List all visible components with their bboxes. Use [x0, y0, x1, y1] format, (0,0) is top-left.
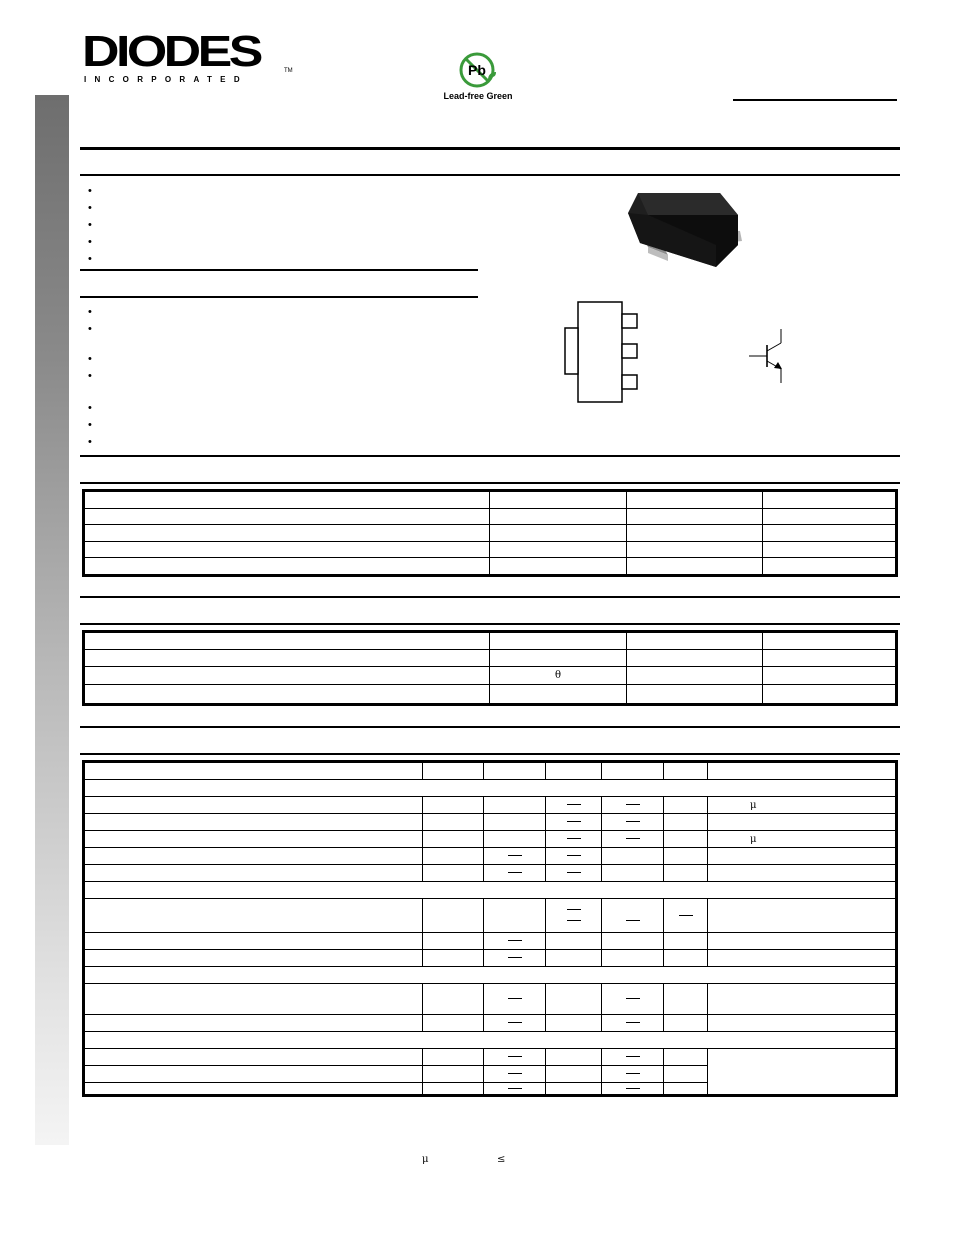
table-row: [85, 685, 896, 704]
mechanical-bullet: •: [88, 436, 92, 448]
mechanical-bullet: •: [88, 353, 92, 365]
table-section-row: [85, 967, 896, 984]
table-row: [85, 763, 896, 780]
max-ratings-table: [82, 489, 898, 577]
diodes-logo: [82, 27, 292, 86]
table-row: [85, 848, 896, 865]
logo-subtitle: INCORPORATED: [84, 75, 248, 84]
table-row: [85, 899, 896, 933]
table-row: [85, 1049, 896, 1066]
logo-trademark: TM: [284, 68, 293, 74]
table-row: [85, 1015, 896, 1032]
features-header-rule: [80, 174, 900, 176]
table-section-row: [85, 780, 896, 797]
thermal-rule-bottom: [80, 623, 900, 625]
mechanical-bullet: •: [88, 306, 92, 318]
features-bullet: •: [88, 253, 92, 265]
package-3d-image: [620, 185, 755, 275]
table-row: [85, 508, 896, 525]
table-section-row: [85, 1032, 896, 1049]
table-row: [85, 950, 896, 967]
electrical-rule-bottom: [80, 753, 900, 755]
table-row: [85, 814, 896, 831]
mechanical-bullet: •: [88, 323, 92, 335]
electrical-rule-top: [80, 726, 900, 728]
thermal-rule-top: [80, 596, 900, 598]
table-row: [85, 984, 896, 1015]
features-bullet: •: [88, 219, 92, 231]
thermal-table: [82, 630, 898, 706]
table-row: [85, 667, 896, 685]
footnote-micro-symbol: μ: [422, 1154, 429, 1165]
mechanical-bullet: •: [88, 419, 92, 431]
theta-symbol: θ: [554, 670, 562, 681]
table-row: [85, 797, 896, 814]
table-row: [85, 633, 896, 650]
table-row: [85, 525, 896, 542]
max-ratings-rule-bottom: [80, 482, 900, 484]
npn-transistor-symbol-icon: [745, 325, 797, 383]
page-sidebar-band: [35, 95, 69, 1145]
features-bullet: •: [88, 202, 92, 214]
mechanical-bullet: •: [88, 370, 92, 382]
table-row: [85, 558, 896, 575]
micro-symbol: μ: [750, 799, 757, 811]
pin-outline-diagram: [560, 298, 644, 406]
lead-free-badge: [438, 50, 518, 105]
features-bullet: •: [88, 185, 92, 197]
features-bullet: •: [88, 236, 92, 248]
electrical-table: [82, 760, 898, 1097]
max-ratings-rule-top: [80, 455, 900, 457]
table-row: [85, 541, 896, 558]
micro-symbol: μ: [750, 833, 757, 845]
lead-free-label: Lead-free Green: [443, 91, 513, 101]
table-row: [85, 831, 896, 848]
table-row: [85, 933, 896, 950]
mechanical-rule-bottom: [80, 296, 478, 298]
part-number-underline: [733, 99, 897, 101]
lead-free-pb-icon: [458, 50, 498, 90]
footnote-le-symbol: ≤: [497, 1154, 506, 1165]
logo-wordmark: DIODES: [82, 27, 260, 76]
table-row: [85, 492, 896, 509]
table-row: [85, 865, 896, 882]
title-rule-top: [80, 147, 900, 150]
table-row: [85, 650, 896, 667]
table-section-row: [85, 882, 896, 899]
mechanical-bullet: •: [88, 402, 92, 414]
pb-symbol-text: Pb: [468, 62, 486, 78]
mechanical-rule-top: [80, 269, 478, 271]
